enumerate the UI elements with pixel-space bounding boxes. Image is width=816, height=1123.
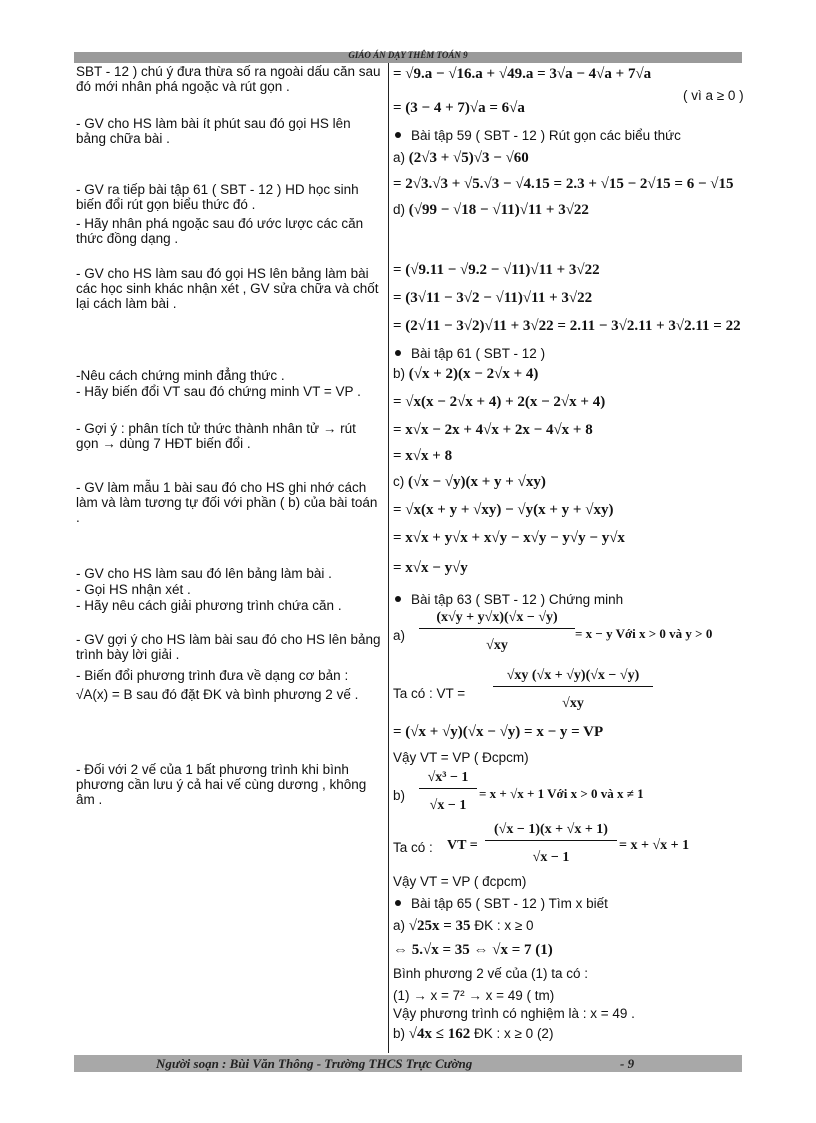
note-6: -Nêu cách chứng minh đẳng thức . (76, 368, 285, 383)
bullet-icon (395, 596, 401, 602)
frac-b63-numerator: √x³ − 1 (419, 770, 477, 789)
exercise-63-title: Bài tập 63 ( SBT - 12 ) Chứng minh (411, 592, 624, 607)
vt4-lhs: VT = (447, 838, 478, 853)
exercise-59-title: Bài tập 59 ( SBT - 12 ) Rút gọn các biểu thức (411, 128, 681, 143)
bullet-icon (395, 350, 401, 356)
note-4: - Hãy nhân phá ngoặc sau đó ước lược các căn thức đồng dạng . (76, 216, 364, 246)
line-vt3: Vậy VT = VP ( Đcpcm) (393, 750, 529, 765)
expr-b61: (√x + 2)(x − 2√x + 4) (408, 366, 539, 382)
column-divider (388, 63, 389, 1053)
b65-condition: ĐK : x ≥ 0 (2) (474, 1026, 554, 1041)
line-b3: = x√x + 8 (393, 448, 453, 464)
part-a65: a) (393, 918, 406, 933)
expr-b65: √4x ≤ 162 (408, 1026, 471, 1042)
note-15: - Đối với 2 vế của 1 bất phương trình khi bình phương cần lưu ý cả hai vế cùng dương , không âm . (76, 762, 367, 807)
line-e1: ⇔ 5.√x = 35 ⇔ √x = 7 (1) (393, 942, 553, 958)
frac-b63-denominator: √x − 1 (429, 798, 467, 813)
line-l1: = √9.a − √16.a + √49.a = 3√a − 4√a + 7√a (393, 66, 652, 82)
frac-vt4-numerator: (√x − 1)(x + √x + 1) (485, 822, 617, 841)
frac-a63-denominator: √xy (486, 638, 508, 653)
frac-a63-numerator: (x√y + y√x)(√x − √y) (419, 610, 575, 629)
bullet-icon (395, 900, 401, 906)
line-l2: = (3 − 4 + 7)√a = 6√a (393, 100, 525, 116)
bullet-icon (395, 132, 401, 138)
note-10: - GV cho HS làm sau đó lên bảng làm bài . (76, 566, 332, 581)
line-e2: Bình phương 2 vế của (1) ta có : (393, 966, 588, 981)
note-1: SBT - 12 ) chú ý đưa thừa số ra ngoài dấu căn sau đó mới nhân phá ngoặc và rút gọn . (76, 64, 381, 94)
line-b2: = x√x − 2x + 4√x + 2x − 4√x + 8 (393, 422, 593, 438)
expr-a59: (2√3 + √5)√3 − √60 (408, 150, 529, 166)
exercise-61-title: Bài tập 61 ( SBT - 12 ) (411, 346, 546, 361)
part-a63: a) (393, 628, 406, 643)
note-2: - GV cho HS làm bài ít phút sau đó gọi HS lên bảng chữa bài . (76, 116, 351, 146)
line-b1: = √x(x − 2√x + 4) + 2(x − 2√x + 4) (393, 394, 606, 410)
note-3: - GV ra tiếp bài tập 61 ( SBT - 12 ) HD học sinh biến đổi rút gọn biểu thức đó . (76, 182, 359, 212)
note-8: - Gợi ý : phân tích tử thức thành nhân tử → rút gọn → dùng 7 HĐT biến đổi . (76, 421, 356, 451)
frac-vt1-denominator: √xy (562, 696, 584, 711)
note-12: - Hãy nêu cách giải phương trình chứa căn . (76, 598, 342, 613)
note-14: - Biến đổi phương trình đưa về dạng cơ bản : √A(x) = B sau đó đặt ĐK và bình phương 2 vế . (76, 668, 359, 702)
note-11: - Gọi HS nhận xét . (76, 582, 191, 597)
footer-author: Người soạn : Bùi Văn Thông - Trường THCS Trực Cường (156, 1056, 473, 1071)
a63-rhs: = x − y Với x > 0 và y > 0 (575, 626, 713, 641)
part-a59: a) (393, 150, 406, 165)
line-e4: Vậy phương trình có nghiệm là : x = 49 . (393, 1006, 635, 1021)
vt1-label: Ta có : VT = (393, 686, 466, 701)
vt4-rhs: = x + √x + 1 (619, 838, 690, 853)
note-a-nonneg: ( vì a ≥ 0 ) (683, 88, 744, 103)
part-b61: b) (393, 366, 406, 381)
line-e3: (1) → x = 7² → x = 49 ( tm) (393, 988, 555, 1003)
note-5: - GV cho HS làm sau đó gọi HS lên bảng làm bài các học sinh khác nhận xét , GV sửa chữa và chốt lại cách làm bài . (76, 266, 379, 311)
line-d1: = (√9.11 − √9.2 − √11)√11 + 3√22 (393, 262, 600, 278)
expr-a65: √25x = 35 (408, 918, 471, 934)
note-7: - Hãy biến đổi VT sau đó chứng minh VT = VP . (76, 384, 361, 399)
frac-vt4-denominator: √x − 1 (532, 850, 570, 865)
part-d59: d) (393, 202, 406, 217)
footer-page-number: - 9 (620, 1056, 635, 1071)
b63-rhs: = x + √x + 1 Với x > 0 và x ≠ 1 (479, 786, 644, 801)
expr-c61: (√x − √y)(x + y + √xy) (408, 474, 546, 490)
line-d2: = (3√11 − 3√2 − √11)√11 + 3√22 (393, 290, 593, 306)
line-a59-solution: = 2√3.√3 + √5.√3 − √4.15 = 2.3 + √15 − 2√15 = 6 − √15 (393, 176, 734, 192)
a65-condition: ĐK : x ≥ 0 (474, 918, 534, 933)
note-13: - GV gợi ý cho HS làm bài sau đó cho HS lên bảng trình bày lời giải . (76, 632, 381, 662)
line-vt5: Vậy VT = VP ( đcpcm) (393, 874, 527, 889)
line-vt2: = (√x + √y)(√x − √y) = x − y = VP (393, 724, 604, 740)
line-c2: = x√x + y√x + x√y − x√y − y√y − y√x (393, 530, 625, 546)
part-b65: b) (393, 1026, 406, 1041)
line-d3: = (2√11 − 3√2)√11 + 3√22 = 2.11 − 3√2.11 + 3√2.11 = 22 (393, 318, 741, 334)
line-c1: = √x(x + y + √xy) − √y(x + y + √xy) (393, 502, 614, 518)
vt4-label: Ta có : (393, 840, 433, 855)
frac-vt1-numerator: √xy (√x + √y)(√x − √y) (493, 668, 653, 687)
page-header-title: GIÁO ÁN DẠY THÊM TOÁN 9 (348, 50, 468, 60)
line-c3: = x√x − y√y (393, 560, 468, 576)
part-c61: c) (393, 474, 405, 489)
part-b63: b) (393, 788, 406, 803)
expr-d59: (√99 − √18 − √11)√11 + 3√22 (408, 202, 589, 218)
note-9: - GV làm mẫu 1 bài sau đó cho HS ghi nhớ cách làm và làm tương tự đối với phần ( b) của bài toán . (76, 480, 378, 525)
exercise-65-title: Bài tập 65 ( SBT - 12 ) Tìm x biết (411, 896, 608, 911)
